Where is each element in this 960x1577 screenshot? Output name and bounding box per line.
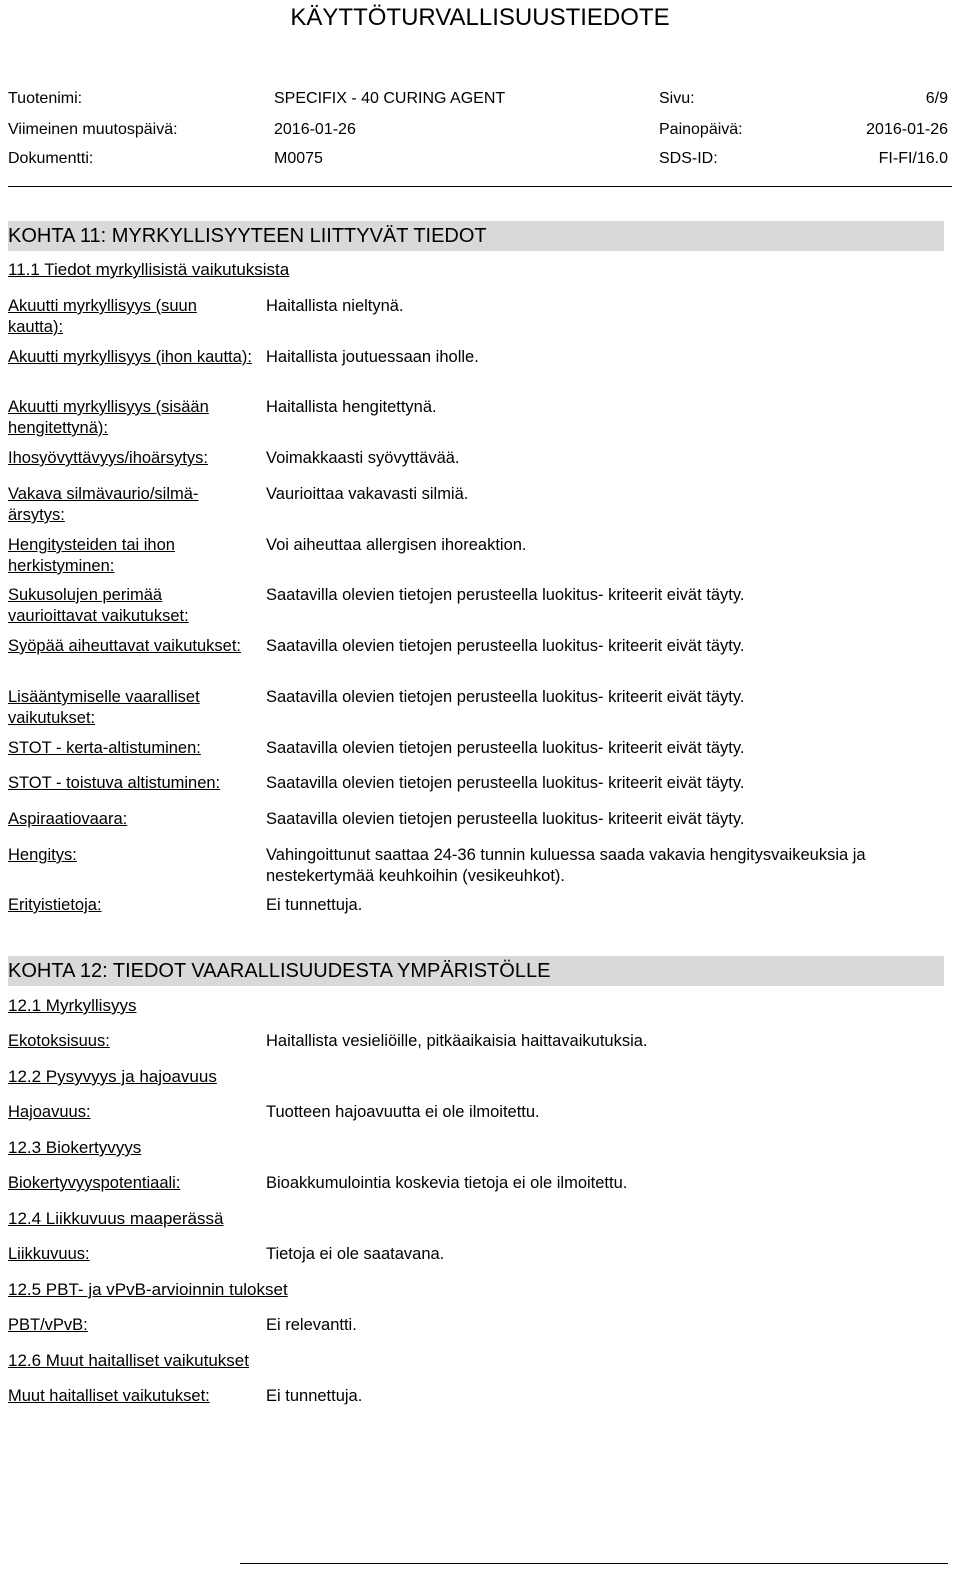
print-date-value: 2016-01-26: [866, 121, 948, 138]
row-value: Haitallista vesieliöille, pitkäaikaisia haittavaikutuksia.: [266, 1032, 648, 1050]
revised-date-value: 2016-01-26: [274, 121, 356, 138]
section-12-heading-text: KOHTA 12: TIEDOT VAARALLISUUDESTA YMPÄRISTÖLLE: [8, 960, 551, 982]
row-label: Biokertyvyyspotentiaali:: [8, 1174, 181, 1192]
section-11-heading-text: KOHTA 11: MYRKYLLISYYTEEN LIITTYVÄT TIEDOT: [8, 225, 487, 247]
row-label: Akuutti myrkyllisyys (sisään hengitettynä):: [8, 398, 209, 437]
row-value: Vaurioittaa vakavasti silmiä.: [266, 485, 469, 503]
row-label: Hajoavuus:: [8, 1103, 91, 1121]
sds-id-label: SDS-ID:: [659, 150, 718, 167]
subsection-heading: 12.4 Liikkuvuus maaperässä: [8, 1209, 224, 1228]
document-label: Dokumentti:: [8, 150, 94, 167]
subsection-heading: 12.5 PBT- ja vPvB-arvioinnin tulokset: [8, 1280, 288, 1299]
row-value: Tietoja ei ole saatavana.: [266, 1245, 445, 1263]
section-11-heading: [8, 221, 944, 251]
row-value: Vahingoittunut saattaa 24-36 tunnin kuluessa saada vakavia hengitysvaikeuksia ja nestekertymää keuhkoihin (vesikeuhkot).: [266, 846, 866, 885]
row-value: Haitallista nieltynä.: [266, 297, 404, 315]
subsection-heading: 12.6 Muut haitalliset vaikutukset: [8, 1351, 249, 1370]
row-value: Saatavilla olevien tietojen perusteella luokitus- kriteerit eivät täyty.: [266, 810, 745, 828]
row-value: Tuotteen hajoavuutta ei ole ilmoitettu.: [266, 1103, 540, 1121]
footer-divider: [240, 1563, 948, 1564]
page-value: 6/9: [925, 90, 948, 107]
document-title: KÄYTTÖTURVALLISUUSTIEDOTE: [290, 4, 670, 31]
header-divider: [8, 186, 952, 187]
print-date-label: Painopäivä:: [659, 121, 743, 138]
row-value: Saatavilla olevien tietojen perusteella luokitus- kriteerit eivät täyty.: [266, 586, 745, 604]
subsection-heading: 12.1 Myrkyllisyys: [8, 996, 137, 1015]
row-value: Ei relevantti.: [266, 1316, 357, 1334]
row-label: Akuutti myrkyllisyys (ihon kautta):: [8, 348, 252, 366]
row-label: Ihosyövyttävyys/ihoärsytys:: [8, 449, 208, 467]
row-label: PBT/vPvB:: [8, 1316, 88, 1334]
page-label: Sivu:: [659, 90, 695, 107]
row-value: Saatavilla olevien tietojen perusteella luokitus- kriteerit eivät täyty.: [266, 637, 745, 655]
row-label: Vakava silmävaurio/silmä-ärsytys:: [8, 485, 199, 524]
row-label: STOT - kerta-altistuminen:: [8, 739, 201, 757]
row-label: Erityistietoja:: [8, 896, 102, 914]
row-value: Saatavilla olevien tietojen perusteella luokitus- kriteerit eivät täyty.: [266, 774, 745, 792]
row-label: Syöpää aiheuttavat vaikutukset:: [8, 637, 241, 655]
product-name-value: SPECIFIX - 40 CURING AGENT: [274, 90, 506, 107]
row-value: Voi aiheuttaa allergisen ihoreaktion.: [266, 536, 527, 554]
row-label: Hengitysteiden tai ihon herkistyminen:: [8, 536, 175, 575]
row-label: Muut haitalliset vaikutukset:: [8, 1387, 210, 1405]
row-label: Hengitys:: [8, 846, 77, 864]
product-name-label: Tuotenimi:: [8, 90, 83, 107]
row-label: Aspiraatiovaara:: [8, 810, 128, 828]
subsection-heading: 12.2 Pysyvyys ja hajoavuus: [8, 1067, 217, 1086]
revised-date-label: Viimeinen muutospäivä:: [8, 121, 178, 138]
row-value: Saatavilla olevien tietojen perusteella luokitus- kriteerit eivät täyty.: [266, 739, 745, 757]
row-label: Liikkuvuus:: [8, 1245, 90, 1263]
subsection-heading: 12.3 Biokertyvyys: [8, 1138, 142, 1157]
row-value: Saatavilla olevien tietojen perusteella luokitus- kriteerit eivät täyty.: [266, 688, 745, 706]
row-value: Bioakkumulointia koskevia tietoja ei ole ilmoitettu.: [266, 1174, 628, 1192]
row-label: Akuutti myrkyllisyys (suun kautta):: [8, 297, 197, 336]
row-value: Haitallista hengitettynä.: [266, 398, 437, 416]
section-12-heading: [8, 956, 944, 986]
row-value: Voimakkaasti syövyttävää.: [266, 449, 460, 467]
row-label: Ekotoksisuus:: [8, 1032, 110, 1050]
row-value: Ei tunnettuja.: [266, 1387, 363, 1405]
row-label: Lisääntymiselle vaaralliset vaikutukset:: [8, 688, 200, 727]
section-11-1-subheading: 11.1 Tiedot myrkyllisistä vaikutuksista: [8, 260, 290, 279]
sds-id-value: FI-FI/16.0: [878, 150, 948, 167]
row-label: STOT - toistuva altistuminen:: [8, 774, 221, 792]
row-value: Ei tunnettuja.: [266, 896, 363, 914]
row-value: Haitallista joutuessaan iholle.: [266, 348, 479, 366]
document-value: M0075: [274, 150, 323, 167]
row-label: Sukusolujen perimää vaurioittavat vaikutukset:: [8, 586, 189, 625]
